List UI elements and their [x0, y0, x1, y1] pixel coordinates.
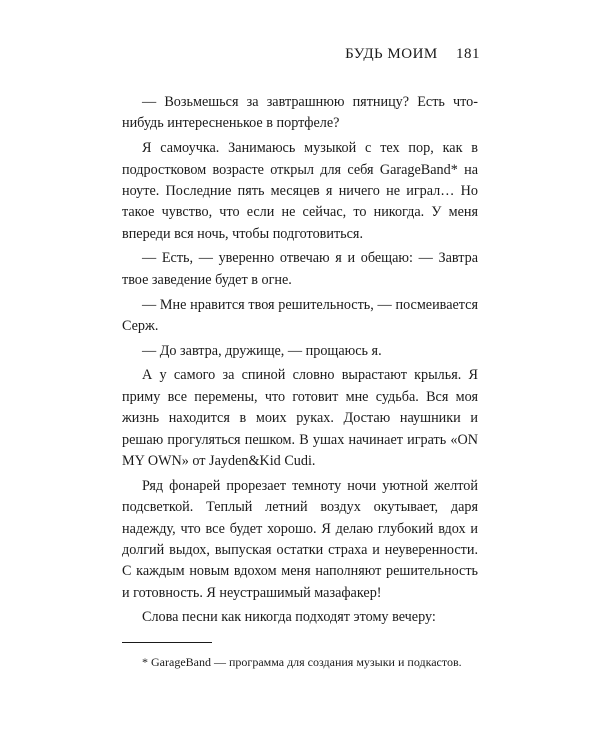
paragraph: Слова песни как никогда подходят этому вечеру:: [142, 609, 436, 626]
paragraph: — Возьмешься за завтрашнюю пятницу? Есть что-нибудь интересненькое в портфеле?: [122, 94, 478, 132]
footnote: * GarageBand — программа для создания музыки и подкастов.: [142, 655, 462, 669]
body-text: [122, 92, 478, 632]
running-title: БУДЬ МОИМ: [345, 46, 438, 62]
paragraph: — Мне нравится твоя решительность, — посмеивается Серж.: [122, 296, 478, 334]
paragraph: Ряд фонарей прорезает темноту ночи уютной желтой подсветкой. Теплый летний воздух окутывает, даря надежду, что все будет хорошо. Я делаю глубокий вдох и долгий выдох, выпуская остатки страха и неуверенности. С каждым новым вдохом меня наполняют решительность и готовность. Я неустрашимый мазафакер!: [122, 477, 478, 601]
paragraph: — До завтра, дружище, — прощаюсь я.: [142, 342, 382, 359]
paragraph: А у самого за спиной словно вырастают крылья. Я приму все перемены, что готовит мне судьба. Вся моя жизнь находится в моих руках. Достаю наушники и решаю прогуляться пешком. В ушах начинает играть «ON MY OWN» от Jayden&Kid Cudi.: [122, 367, 478, 469]
page-number: 181: [456, 46, 480, 62]
running-header: [345, 46, 480, 63]
paragraph: Я самоучка. Занимаюсь музыкой с тех пор, как в подростковом возрасте открыл для себя GarageBand* на ноуте. Последние пять месяцев я ничего не играл… Но такое чувство, что если не сейчас, то никогда. У меня впереди вся ночь, чтобы подготовиться.: [122, 140, 478, 242]
footnote-divider: [122, 642, 212, 643]
paragraph: — Есть, — уверенно отвечаю я и обещаю: — Завтра твое заведение будет в огне.: [122, 250, 478, 288]
